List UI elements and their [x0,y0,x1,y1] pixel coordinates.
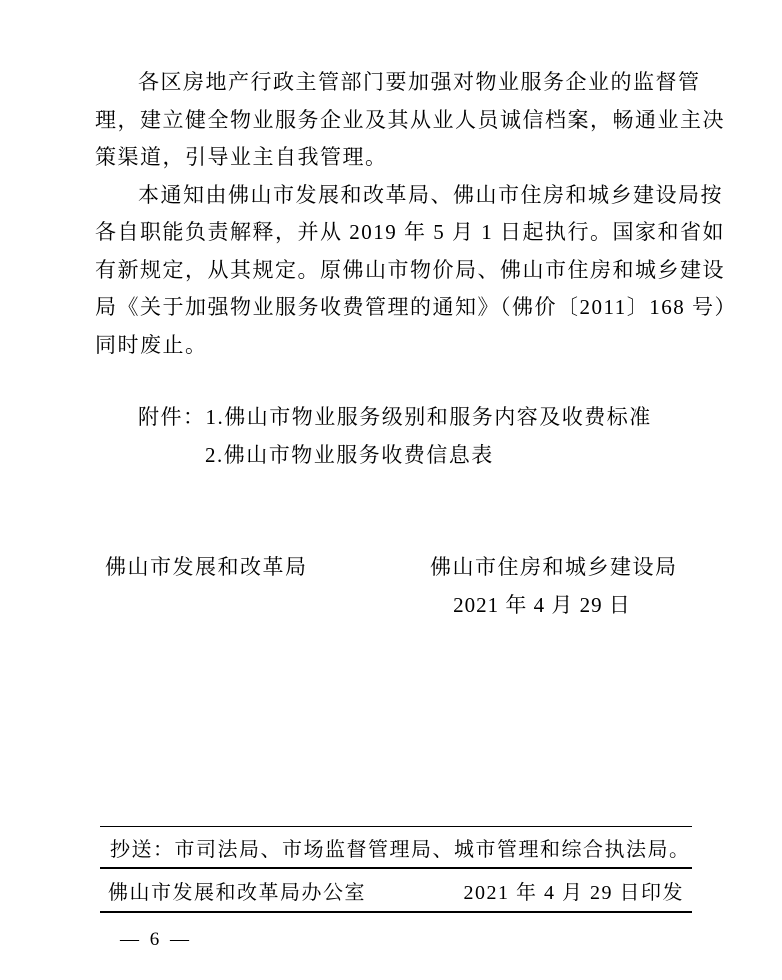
page-number: — 6 — [120,929,192,950]
attachment-line-2 [95,437,692,475]
cc-list: 市司法局、市场监督管理局、城市管理和综合执法局。 [174,838,691,861]
paragraph-1-line-1: 各区房地产行政主管部门要加强对物业服务企业的监督管 [138,70,701,94]
document-footer [100,826,692,913]
attachments-label: 附件： [138,405,206,429]
paragraph-1-line-3: 策渠道，引导业主自我管理。 [95,145,388,169]
cc-label: 抄送： [110,838,175,861]
attachment-line-1 [95,399,692,437]
signature-right-org: 佛山市住房和城乡建设局 [430,555,678,579]
paragraph-2-line-1: 本通知由佛山市发展和改革局、佛山市住房和城乡建设局按 [138,182,723,207]
issuer-row [100,869,692,911]
issuer-office: 佛山市发展和改革局办公室 [108,881,366,904]
paragraph-1-line-2: 理，建立健全物业服务企业及其从业人员诚信档案，畅通业主决 [95,107,725,132]
body-text [95,64,737,364]
signature-date: 2021 年 4 月 29 日 [453,592,631,617]
attachment-item-2: 2.佛山市物业服务收费信息表 [205,442,494,467]
attachment-item-1: 1.佛山市物业服务级别和服务内容及收费标准 [205,405,652,429]
paragraph-2-line-3: 有新规定，从其规定。原佛山市物价局、佛山市住房和城乡建设 [95,257,725,282]
paragraph-2-line-4: 局《关于加强物业服务收费管理的通知》（佛价〔2011〕168 号） [95,295,737,319]
paragraph-2-line-5: 同时废止。 [95,332,208,357]
attachments-block [95,399,692,474]
signature-left-org: 佛山市发展和改革局 [105,555,308,579]
signature-block [0,549,782,629]
footer-rule-bottom [100,911,692,913]
print-date: 2021 年 4 月 29 日印发 [463,881,684,904]
paragraph-2-line-2: 各自职能负责解释，并从 2019 年 5 月 1 日起执行。国家和省如 [95,220,725,244]
cc-row [100,827,692,867]
